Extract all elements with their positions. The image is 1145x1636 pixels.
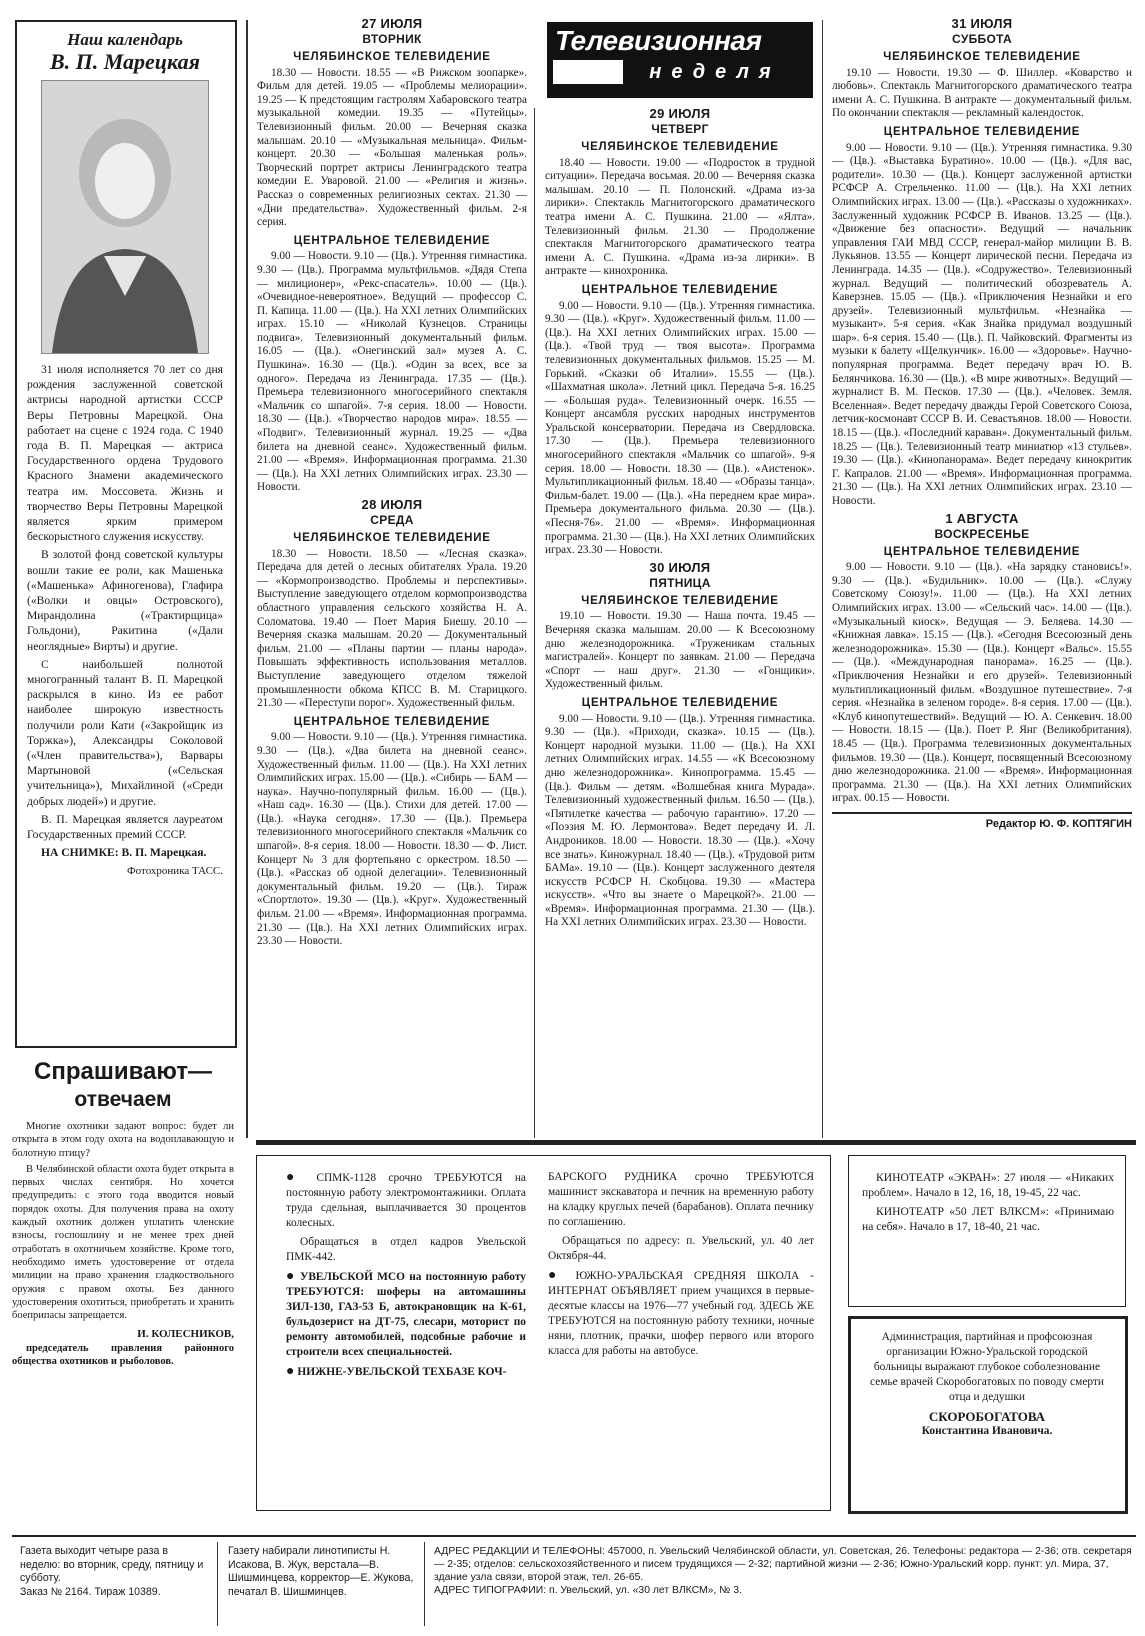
- program-listing: 18.40 — Новости. 19.00 — «Подросток в трудной ситуации». Передача восьмая. 20.00 — Вечерняя сказка малышам. 20.10 — П. Полонский. «Драма из-за лирики». Спектакль Магнитогорского драматического театра имени А. С. Пушкина. 21.00 — «Ялта». Телевизионный фильм. 21.30 — Продолжение спектакля Магнитогорского драматического театра имени А. С. Пушкина. «Драма из-за лирики». В антракте — кинохроника.: [545, 156, 815, 278]
- program-listing: 9.00 — Новости. 9.10 — (Цв.). Утренняя гимнастика. 9.30 — (Цв.). «Круг». Художественный фильм. 11.00 — (Цв.). На XXI летних Олимпийских играх. 15.00 — (Цв.). «Твой труд — твоя высота». Программа телевизионных документальных фильмов. 15.25 — М. Горький. «Сказки об Италии». 15.55 — (Цв.). «Шахматная школа». Летний цикл. Передача 5-я. 16.25 — «Большая руда». Телевизионный очерк. 16.55 — Концерт ансамбля русских народных инструментов Уральской консерватории. Передача из Свердловска. 17.30 — (Цв.). Премьера телевизионного многосерийного спектакля «Мальчик со шпагой». 9-я серия. 18.00 — Новости. 18.30 — (Цв.). «Аистенок». Мультипликационный фильм. 18.40 — «Образы танца». Фильм-балет. 19.00 — (Цв.). «На переднем крае мира». Премьера документального фильма. 20.30 — (Цв.). «Песня-76». 21.00 — «Время». Информационная программа. 21.30 — (Цв.). На XXI летних Олимпийских играх. 23.30 — Новости.: [545, 299, 815, 557]
- condolence-text: [862, 1330, 1112, 1439]
- bullet-icon: ●: [286, 1269, 296, 1284]
- channel-heading: ЦЕНТРАЛЬНОЕ ТЕЛЕВИДЕНИЕ: [883, 125, 1081, 138]
- day-name: СРЕДА: [370, 513, 414, 527]
- photo-credit: Фотохроника ТАСС.: [126, 864, 223, 877]
- tv-column-3: [545, 104, 815, 933]
- condolence-name-2: Константина Ивановича.: [921, 1425, 1053, 1437]
- column-rule: [822, 20, 823, 1138]
- day-date: 29 ИЮЛЯ: [649, 106, 711, 121]
- column-rule: [246, 20, 248, 1138]
- footer-order: Заказ № 2164. Тираж 10389.: [20, 1585, 161, 1598]
- cinema-item: КИНОТЕАТР «ЭКРАН»: 27 июля — «Никаких проблем». Начало в 12, 16, 18, 19-45, 22 час.: [862, 1171, 1114, 1199]
- masthead-logo: [547, 22, 813, 98]
- masthead-band: [553, 60, 807, 84]
- photo-caption: НА СНИМКЕ: В. П. Марецкая.: [41, 846, 207, 860]
- calendar-paragraph: В. П. Марецкая является лауреатом Государственных премий СССР.: [27, 812, 223, 842]
- program-listing: 18.30 — Новости. 18.55 — «В Рижском зоопарке». Фильм для детей. 19.05 — «Проблемы мелиорации». 19.25 — К предстоящим гастролям Хабаровского театра музыкальной комедии. 19.35 — «Путейцы». Телевизионный фильм. 20.00 — Вечерняя сказка малышам. 20.10 — «Музыкальная мельница». Фильм-концерт. 20.30 — «Большая маленькая роль». Творческий портрет актрисы Ленинградского театра комедии Е. Уваровой. 21.00 — «Религия и жизнь». Рассказ о современных религиозных сектах. 21.30 — «Дни предательства». Художественный фильм. 2-я серия.: [257, 66, 527, 229]
- day-date: 28 ИЮЛЯ: [361, 497, 423, 512]
- portrait-image: [42, 81, 208, 353]
- channel-heading: ЦЕНТРАЛЬНОЕ ТЕЛЕВИДЕНИЕ: [293, 234, 491, 247]
- day-name: ЧЕТВЕРГ: [651, 122, 709, 136]
- condolence-message: Администрация, партийная и профсоюзная организации Южно-Уральской городской больницы выражают глубокое соболезнование семье врачей Скоробогатовых по поводу смерти отца и дедушки: [870, 1331, 1104, 1403]
- channel-heading: ЧЕЛЯБИНСКОЕ ТЕЛЕВИДЕНИЕ: [883, 51, 1081, 63]
- footer-rule: [12, 1535, 1136, 1537]
- channel-heading: ЦЕНТРАЛЬНОЕ ТЕЛЕВИДЕНИЕ: [293, 715, 491, 728]
- day-date: 30 ИЮЛЯ: [649, 559, 711, 575]
- ask-answer: В Челябинской области охота будет открыта в первых числах сентября. Но хочется предупредить: с этого года вводится новый порядок охоты. Для получения права на охоту каждый охотник должен уплатить членские взносы, госпошлину и не менее трех дней отработать в охотничьем хозяйстве. Кроме того, необходимо иметь удостоверение от отдела милиции на право хранения гладкоствольного оружия с правом охоты. Без данного удостоверения охотиться, приобретать и хранить боеприпасы запрещается.: [12, 1163, 234, 1322]
- day-name: ВОСКРЕСЕНЬЕ: [934, 526, 1030, 541]
- ask-author: И. КОЛЕСНИКОВ,: [137, 1328, 234, 1341]
- calendar-name: В. П. Марецкая: [50, 49, 200, 74]
- tv-column-2: [257, 14, 527, 952]
- portrait-photo: [41, 80, 209, 354]
- cinema-listing: [862, 1170, 1114, 1238]
- channel-heading: ЦЕНТРАЛЬНОЕ ТЕЛЕВИДЕНИЕ: [883, 545, 1081, 558]
- ad-text: УВЕЛЬСКОЙ МСО на постоянную работу ТРЕБУЮТСЯ: шоферы на автомашины ЗИЛ-130, ГАЗ-53 Б, автокрановщик на К-61, бульдозерист на ДТ-75, слесари, моторист по ремонту автомобилей, подсобные рабочие и строители всех специальностей.: [286, 1271, 526, 1358]
- ad-item: БАРСКОГО РУДНИКА срочно ТРЕБУЮТСЯ машинист экскаватора и печник на временную работу на кладку круглых печей (барабанов). Оплата печнику по соглашению.: [548, 1171, 814, 1228]
- program-listing: 9.00 — Новости. 9.10 — (Цв.). Утренняя гимнастика. 9.30 — (Цв.). «Приходи, сказка». 10.15 — (Цв.). Концерт народной музыки. 11.00 — (Цв.). На XXI летних Олимпийских играх. 14.55 — «К Всесоюзному дню железнодорожника». Кинопрограмма. 15.45 — (Цв.). Фильм — детям. «Волшебная книга Мурада». Телевизионный художественный фильм. 16.50 — (Цв.). «Пятилетке качества — рабочую гарантию». 17.20 — «Поэзия М. Ю. Лермонтова». Ведет передачу И. Л. Андроников. 18.00 — Новости. 18.30 — (Цв.). «Хочу все знать». Киножурнал. 18.40 — (Цв.). «Трудовой ритм БАМа». 19.10 — (Цв.). Концерт заслуженного деятеля искусств РСФСР Н. Скобцова. 19.30 — «Мастера искусств». «Что вы знаете о Марецкой?». 21.00 — «Время». Информационная программа. 21.30 — (Цв.). На XXI летних Олимпийских играх. 23.30 — Новости.: [545, 712, 815, 929]
- day-name: СУББОТА: [952, 32, 1012, 46]
- program-listing: 9.00 — Новости. 9.10 — (Цв.). Утренняя гимнастика. 9.30 — (Цв.). «Два билета на дневной сеанс». Художественный фильм. 11.00 — (Цв.). На XXI летних Олимпийских играх. 15.00 — (Цв.). «Сибирь — БАМ — наука». Научно-популярный фильм. 16.00 — (Цв.). «Наш сад». 16.30 — (Цв.). Стихи для детей. 17.00 — (Цв.). «Наука сегодня». 17.30 — (Цв.). Премьера телевизионного многосерийного спектакля «Мальчик со шпагой». 8-я серия. 18.00 — Новости. 18.30 — Ф. Лист. Концерт № 3 для фортепьяно с оркестром. 18.50 — (Цв.). «Рассказ об одной делегации». Телевизионный документальный фильм. 19.20 — (Цв.). Тираж «Спортлото». 19.30 — (Цв.). «Круг». Художественный фильм. 21.00 — «Время». Информационная программа. 21.30 — (Цв.). На XXI летних Олимпийских играх. 23.30 — Новости.: [257, 731, 527, 948]
- ad-item: Обращаться в отдел кадров Увельской ПМК-442.: [286, 1236, 526, 1263]
- calendar-paragraph: 31 июля исполняется 70 лет со дня рождения заслуженной советской актрисы народной артистки СССР Веры Петровны Марецкой. Она работает на сцене с 1924 года. С 1940 года В. П. Марецкая — актриса Государственного ордена Трудового Красного Знамени академического театра им. Моссовета. Жизнь и творчество Веры Петровны Марецкой является ярким примером бескорыстного служения искусству.: [27, 363, 223, 544]
- calendar-paragraph: В золотой фонд советской культуры вошли такие ее роли, как Машенька («Машенька» Афиногенова), Глафира («Волки и овцы» Островского), Мирандолина («Трактирщица» Гольдони), Ракитина («Дали неоглядные» Вирты) и другие.: [27, 548, 223, 653]
- editor-signature: Редактор Ю. Ф. КОПТЯГИН: [832, 812, 1132, 832]
- program-listing: 19.10 — Новости. 19.30 — Наша почта. 19.45 — Вечерняя сказка малышам. 20.00 — К Всесоюзному дню железнодорожника. «Труженикам стальных магистралей». Концерт по заявкам. 21.00 — Передача «Спорт — наш друг». 21.30 — «Гонщики». Художественный фильм.: [545, 610, 815, 691]
- day-name: ПЯТНИЦА: [649, 575, 711, 590]
- ads-column-right: [548, 1170, 814, 1363]
- day-date: 31 ИЮЛЯ: [951, 16, 1013, 31]
- ads-column-left: [286, 1170, 526, 1384]
- ad-text: СПМК-1128 срочно ТРЕБУЮТСЯ на постоянную работу электромонтажники. Оплата труда сдельная, выплачивается 30 процентов колесных.: [286, 1172, 526, 1229]
- channel-heading: ЧЕЛЯБИНСКОЕ ТЕЛЕВИДЕНИЕ: [581, 594, 779, 607]
- program-listing: 18.30 — Новости. 18.50 — «Лесная сказка». Передача для детей о лесных обитателях Урала. 19.20 — «Кормопроизводство. Проблемы и перспективы». Выступление заведующего отделом кормопроизводства областного управления сельского хозяйства Н. А. Соломатова. 19.40 — Поет Мария Биешу. 20.10 — Вечерняя сказка малышам. 20.20 — Документальный фильм. 21.00 — «Планы партии — планы народа». Повышать эффективность использования металлов. Выступление заведующего отделом тяжелой промышленности обкома КПСС В. М. Старицкого. 21.30 — «Переступи порог». Художественный фильм.: [257, 547, 527, 710]
- footer-address: [434, 1545, 1134, 1597]
- channel-heading: ЧЕЛЯБИНСКОЕ ТЕЛЕВИДЕНИЕ: [293, 51, 491, 63]
- footer-print-address: АДРЕС ТИПОГРАФИИ: п. Увельский, ул. «30 лет ВЛКСМ», № 3.: [434, 1585, 742, 1596]
- masthead-line2: неделя: [623, 60, 807, 84]
- bullet-icon: ●: [286, 1364, 295, 1379]
- masthead-line1: Телевизионная: [555, 25, 762, 56]
- ask-column: [12, 1058, 234, 1371]
- ad-text: ЮЖНО-УРАЛЬСКАЯ СРЕДНЯЯ ШКОЛА - ИНТЕРНАТ ОБЪЯВЛЯЕТ прием учащихся в первые-десятые классы на 1976—77 учебный год. ЗДЕСЬ ЖЕ ТРЕБУЮТСЯ на постоянную работу техники, ночные няни, плотник, прачки, шофер первого или второго класса для работы на автобусе.: [548, 1270, 814, 1357]
- channel-heading: ЧЕЛЯБИНСКОЕ ТЕЛЕВИДЕНИЕ: [581, 141, 779, 153]
- ad-item: [286, 1364, 526, 1380]
- program-listing: 19.10 — Новости. 19.30 — Ф. Шиллер. «Коварство и любовь». Спектакль Магнитогорского драматического театра имени А. С. Пушкина. В антракте — документальный фильм. По окончании спектакля — рекламный календосток.: [832, 66, 1132, 120]
- tv-column-4: [832, 14, 1132, 831]
- footer-staff-text: Газету набирали линотиписты Н. Исакова, В. Жук, верстала—В. Шишминцева, корректор—Е. Жукова, печатал В. Шишминцев.: [228, 1545, 414, 1598]
- ask-author-title: председатель правления районного общества охотников и рыболовов.: [12, 1342, 234, 1368]
- condolence-name: СКОРОБОГАТОВА: [928, 1409, 1046, 1424]
- program-listing: 9.00 — Новости. 9.10 — (Цв.). Утренняя гимнастика. 9.30 — (Цв.). «Выставка Буратино». 10.00 — (Цв.). «Для вас, родители». 10.30 — (Цв.). Концерт заслуженной артистки РСФСР А. Стрельченко. 11.00 — (Цв.). На XXI летних Олимпийских играх. 13.00 — (Цв.). «Рассказы о художниках». Заслуженный художник РСФСР В. Иванов. 13.25 — (Цв.). «Движение без опасности». Ведущий — начальник управления ГАИ МВД СССР, генерал-майор милиции В. В. Лукьянов. 13.55 — Концерт лирической песни. Передача из Ленинграда. 14.35 — (Цв.). «Содружество». Телевизионный журнал. Ведущий — политический обозреватель А. Каверзнев. 15.05 — (Цв.). «Приключения Незнайки и его друзей». Телевизионный мультфильм. «Незнайка — музыкант». 5-я серия. «Как Знайка придумал воздушный шар». 6-я серия. 15.40 — (Цв.). П. Чайковский. Фрагменты из музыки к балету «Щелкунчик». 16.00 — «Здоровье». Научно-популярная программа. Ведет передачу врач Ю. В. Белянчикова. 16.30 — (Цв.). «В мире животных». Ведущий — журналист В. М. Песков. 17.30 — (Цв.). «Человек. Земля. Вселенная». Ведет передачу дважды Герой Советского Союза, летчик-космонавт СССР В. И. Севастьянов. 18.00 — Новости. 18.15 — (Цв.). «Последний караван». Документальный фильм. 18.25 — (Цв.). Телевизионный театр миниатюр «13 стульев». 19.30 — (Цв.). «Кинопанорама». Ведет передачу кинокритик Г. Капралов. 21.00 — «Время». Информационная программа. 21.30 — (Цв.). На XXI летних Олимпийских играх. 23.10 — Новости.: [832, 141, 1132, 507]
- ask-title-line1: Спрашивают—: [33, 1058, 213, 1085]
- footer-divider: [217, 1542, 218, 1626]
- section-rule: [256, 1140, 1136, 1145]
- footer-schedule: [20, 1545, 210, 1599]
- day-date: 1 АВГУСТА: [945, 510, 1019, 526]
- program-listing: 9.00 — Новости. 9.10 — (Цв.). Утренняя гимнастика. 9.30 — (Цв.). Программа мультфильмов. «Дядя Степа — милиционер», «Рекс-спасатель». 10.00 — (Цв.). «Очевидное-невероятное». Ведущий — профессор С. П. Капица. 11.00 — (Цв.). На XXI летних Олимпийских играх. 15.10 — «Николай Кузнецов. Страницы подвига». Телевизионный документальный фильм. 16.05 — (Цв.). «Онегинский зал» музея А. С. Пушкина». 16.30 — (Цв.). «Один за всех, все за одного». Передача из Ленинграда. 17.35 — (Цв.). Премьера телевизионного многосерийного спектакля «Мальчик со шпагой». 7-я серия. 18.00 — Новости. 18.30 — (Цв.). «Творчество народов мира». 18.55 — «Подвиг». Телевизионный журнал. 19.25 — «Два билета на дневной сеанс». Художественный фильм. 21.00 — «Время». Информационная программа. 21.30 — (Цв.). На XXI летних Олимпийских играх. 23.30 — Новости.: [257, 250, 527, 494]
- cinema-item: КИНОТЕАТР «50 ЛЕТ ВЛКСМ»: «Принимаю на себя». Начало в 17, 18-40, 21 час.: [862, 1205, 1114, 1233]
- bullet-icon: ●: [548, 1268, 565, 1283]
- footer-divider: [424, 1542, 425, 1626]
- ad-item: [286, 1269, 526, 1360]
- calendar-column: [27, 30, 223, 879]
- channel-heading: ЦЕНТРАЛЬНОЕ ТЕЛЕВИДЕНИЕ: [581, 696, 779, 709]
- day-name: ВТОРНИК: [362, 32, 422, 46]
- footer-schedule-text: Газета выходит четыре раза в неделю: во вторник, среду, пятницу и субботу.: [20, 1545, 204, 1584]
- ask-title-line2: отвечаем: [74, 1088, 172, 1111]
- bullet-icon: ●: [286, 1170, 304, 1185]
- channel-heading: ЦЕНТРАЛЬНОЕ ТЕЛЕВИДЕНИЕ: [581, 283, 779, 296]
- footer-staff: [228, 1545, 416, 1599]
- ad-item: [548, 1268, 814, 1359]
- day-date: 27 ИЮЛЯ: [361, 16, 423, 31]
- calendar-paragraph: С наибольшей полнотой многогранный талант В. П. Марецкой раскрылся в кино. Из ее работ наиболее широкую известность получили роли Кати («Закройщик из Торжка»), Александры Соколовой («Член правительства»), Варвары Мартыновой («Сельская учительница»), Михайлиной («Среди добрых людей») и другие.: [27, 657, 223, 808]
- ad-item: [286, 1170, 526, 1231]
- calendar-heading: Наш календарь: [67, 30, 183, 49]
- ad-text: НИЖНЕ-УВЕЛЬСКОЙ ТЕХБАЗЕ КОЧ-: [297, 1366, 507, 1378]
- footer-address-text: АДРЕС РЕДАКЦИИ И ТЕЛЕФОНЫ: 457000, п. Увельский Челябинской области, ул. Советская, 26. Телефоны: редактора — 2-36; отв. секретаря — 2-35; отделов: сельскохозяйственного и писем трудящихся — 2-32; партийной жизни — 2-36; Южно-Уральский корр. пункт: ул. Мира, 37, здание узла связи, второй этаж, тел. 26-65.: [434, 1546, 1132, 1583]
- column-rule: [534, 108, 535, 1138]
- program-listing: 9.00 — Новости. 9.10 — (Цв.). «На зарядку становись!». 9.30 — (Цв.). «Будильник». 10.00 — (Цв.). «Служу Советскому Союзу!». 11.00 — (Цв.). На XXI летних Олимпийских играх. 13.00 — «Сельский час». 14.00 — (Цв.). «Музыкальный киоск». Ведущая — Э. Беляева. 14.30 — «Книжная лавка». 15.15 — (Цв.). «Сегодня Всесоюзный день железнодорожника». 15.30 — (Цв.). Концерт «Вальс». 15.55 — (Цв.). «Международная панорама». 16.25 — (Цв.). «Приключения Незнайки и его друзей». Телевизионный мультипликационный фильм. «Воздушное путешествие». 7-я серия. «Незнайка в зеленом городе». 8-я серия. 17.00 — (Цв.). «Клуб кинопутешествий». Ведущий — Ю. А. Сенкевич. 18.00 — Новости. 18.15 — (Цв.). Поет Р. Янг (Великобритания). 18.45 — (Цв.). Программа телевизионных документальных фильмов. 19.30 — (Цв.). Концерт, посвященный Всесоюзному дню железнодорожника. 21.00 — «Время». Информационная программа. 21.30 — (Цв.). На XXI летних Олимпийских играх. 00.15 — Новости.: [832, 561, 1132, 805]
- channel-heading: ЧЕЛЯБИНСКОЕ ТЕЛЕВИДЕНИЕ: [293, 532, 491, 544]
- ask-question: Многие охотники задают вопрос: будет ли открыта в этом году охота на водоплавающую и болотную птицу?: [12, 1121, 234, 1159]
- ad-item: Обращаться по адресу: п. Увельский, ул. 40 лет Октября-44.: [548, 1235, 814, 1262]
